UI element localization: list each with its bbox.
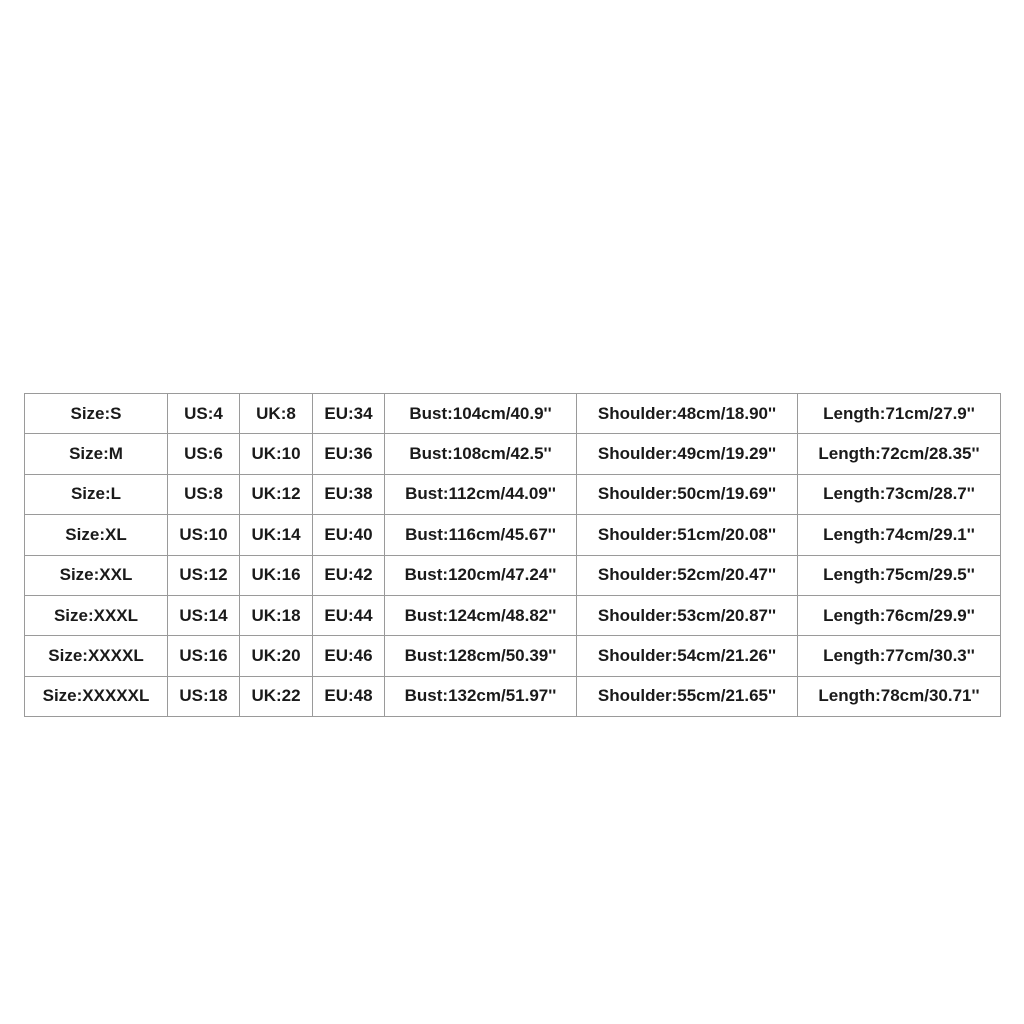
size-cell: Size:XXXXL	[25, 636, 168, 676]
size-cell: Size:XXXL	[25, 595, 168, 635]
eu-size-cell: EU:34	[313, 394, 385, 434]
shoulder-cell: Shoulder:51cm/20.08''	[577, 515, 798, 555]
uk-size-cell: UK:20	[240, 636, 313, 676]
us-size-cell: US:16	[168, 636, 240, 676]
size-cell: Size:L	[25, 474, 168, 514]
eu-size-cell: EU:46	[313, 636, 385, 676]
us-size-cell: US:8	[168, 474, 240, 514]
us-size-cell: US:10	[168, 515, 240, 555]
uk-size-cell: UK:10	[240, 434, 313, 474]
length-cell: Length:73cm/28.7''	[798, 474, 1001, 514]
shoulder-cell: Shoulder:54cm/21.26''	[577, 636, 798, 676]
length-cell: Length:74cm/29.1''	[798, 515, 1001, 555]
uk-size-cell: UK:16	[240, 555, 313, 595]
us-size-cell: US:6	[168, 434, 240, 474]
us-size-cell: US:12	[168, 555, 240, 595]
eu-size-cell: EU:40	[313, 515, 385, 555]
shoulder-cell: Shoulder:49cm/19.29''	[577, 434, 798, 474]
bust-cell: Bust:120cm/47.24''	[385, 555, 577, 595]
uk-size-cell: UK:22	[240, 676, 313, 716]
shoulder-cell: Shoulder:53cm/20.87''	[577, 595, 798, 635]
shoulder-cell: Shoulder:50cm/19.69''	[577, 474, 798, 514]
table-row	[25, 474, 1001, 514]
eu-size-cell: EU:36	[313, 434, 385, 474]
bust-cell: Bust:132cm/51.97''	[385, 676, 577, 716]
shoulder-cell: Shoulder:52cm/20.47''	[577, 555, 798, 595]
table-row	[25, 394, 1001, 434]
table-row	[25, 434, 1001, 474]
size-cell: Size:XL	[25, 515, 168, 555]
size-cell: Size:XXXXXL	[25, 676, 168, 716]
size-cell: Size:S	[25, 394, 168, 434]
us-size-cell: US:18	[168, 676, 240, 716]
size-chart-table	[24, 393, 1001, 717]
size-cell: Size:M	[25, 434, 168, 474]
length-cell: Length:76cm/29.9''	[798, 595, 1001, 635]
shoulder-cell: Shoulder:55cm/21.65''	[577, 676, 798, 716]
bust-cell: Bust:112cm/44.09''	[385, 474, 577, 514]
uk-size-cell: UK:12	[240, 474, 313, 514]
table-row	[25, 555, 1001, 595]
eu-size-cell: EU:48	[313, 676, 385, 716]
length-cell: Length:78cm/30.71''	[798, 676, 1001, 716]
shoulder-cell: Shoulder:48cm/18.90''	[577, 394, 798, 434]
bust-cell: Bust:124cm/48.82''	[385, 595, 577, 635]
size-cell: Size:XXL	[25, 555, 168, 595]
bust-cell: Bust:104cm/40.9''	[385, 394, 577, 434]
length-cell: Length:72cm/28.35''	[798, 434, 1001, 474]
uk-size-cell: UK:14	[240, 515, 313, 555]
table-row	[25, 636, 1001, 676]
table-row	[25, 515, 1001, 555]
eu-size-cell: EU:38	[313, 474, 385, 514]
bust-cell: Bust:108cm/42.5''	[385, 434, 577, 474]
bust-cell: Bust:128cm/50.39''	[385, 636, 577, 676]
length-cell: Length:71cm/27.9''	[798, 394, 1001, 434]
uk-size-cell: UK:8	[240, 394, 313, 434]
us-size-cell: US:14	[168, 595, 240, 635]
eu-size-cell: EU:42	[313, 555, 385, 595]
table-row	[25, 595, 1001, 635]
bust-cell: Bust:116cm/45.67''	[385, 515, 577, 555]
uk-size-cell: UK:18	[240, 595, 313, 635]
length-cell: Length:75cm/29.5''	[798, 555, 1001, 595]
length-cell: Length:77cm/30.3''	[798, 636, 1001, 676]
eu-size-cell: EU:44	[313, 595, 385, 635]
us-size-cell: US:4	[168, 394, 240, 434]
table-row	[25, 676, 1001, 716]
